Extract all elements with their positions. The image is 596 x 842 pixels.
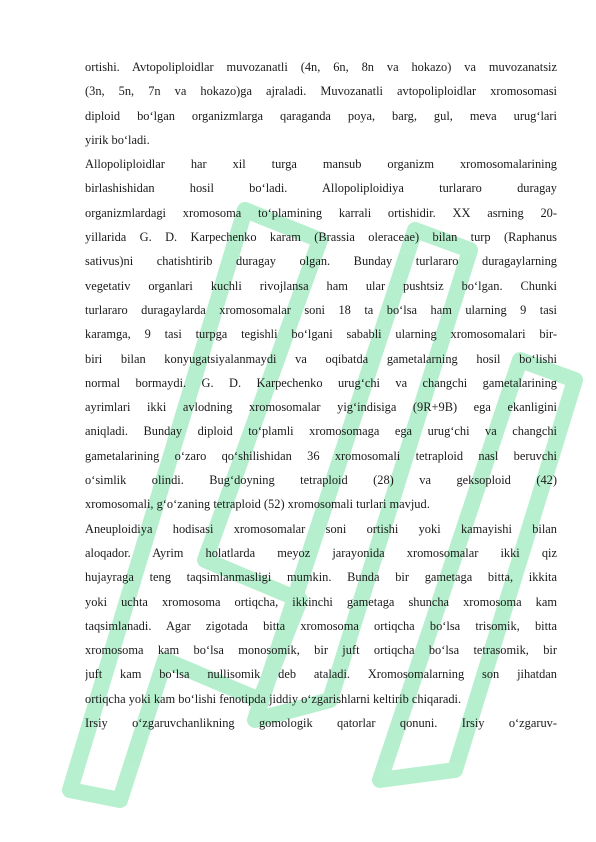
text-line: turlararo duragaylarda xromosomalar soni 18 ta bo‘lsa ham ularning 9 tasi xyxy=(85,302,557,317)
text-line: juft kam bo‘lsa nullisomik deb ataladi. Xromosomalarning son jihatdan xyxy=(85,667,557,682)
text-line: ayrimlari ikki avlodning xromosomalar yig‘indisiga (9R+9B) ega ekanligini xyxy=(85,400,557,415)
text-line: biri bilan konyugatsiyalanmaydi va oqibatda gametalarning hosil bo‘lishi xyxy=(85,351,557,366)
text-line: hujayraga teng taqsimlanmasligi mumkin. Bunda bir gametaga bitta, ikkita xyxy=(85,570,557,585)
text-line: gametalarining o‘zaro qo‘shilishidan 36 xromosomali tetraploid nasl beruvchi xyxy=(85,448,557,463)
document-page xyxy=(85,55,557,735)
text-line: xromosomali, g‘o‘zaning tetraploid (52) xromosomali turlari mavjud. xyxy=(85,497,430,512)
text-line: karamga, 9 tasi turpga tegishli bo‘lgani sababli ularning xromosomalari bir- xyxy=(85,327,557,342)
text-line: Aneuploidiya hodisasi xromosomalar soni ortishi yoki kamayishi bilan xyxy=(85,521,557,536)
text-line: yirik bo‘ladi. xyxy=(85,132,150,147)
text-line: (3n, 5n, 7n va hokazo)ga ajraladi. Muvozanatli avtopoliploidlar xromosomasi xyxy=(85,84,557,99)
text-line: yillarida G. D. Karpechenko karam (Brassia oleraceae) bilan turp (Raphanus xyxy=(85,230,557,245)
text-line: o‘simlik olindi. Bug‘doyning tetraploid (28) va geksoploid (42) xyxy=(85,473,557,488)
text-line: yoki uchta xromosoma ortiqcha, ikkinchi gametaga shuncha xromosoma kam xyxy=(85,594,557,609)
text-line: aloqador. Ayrim holatlarda meyoz jarayonida xromosomalar ikki qiz xyxy=(85,545,557,560)
text-line: sativus)ni chatishtirib duragay olgan. Bunday turlararo duragaylarning xyxy=(85,254,557,269)
text-line: Irsiy o‘zgaruvchanlikning gomologik qatorlar qonuni. Irsiy o‘zgaruv- xyxy=(85,716,557,731)
text-line: organizmlardagi xromosoma to‘plamining karrali ortishidir. XX asrning 20- xyxy=(85,205,557,220)
text-line: Allopoliploidlar har xil turga mansub organizm xromosomalarining xyxy=(85,157,557,172)
text-line: normal bormaydi. G. D. Karpechenko urug‘chi va changchi gametalarining xyxy=(85,375,557,390)
text-line: ortishi. Avtopoliploidlar muvozanatli (4n, 6n, 8n va hokazo) va muvozanatsiz xyxy=(85,60,557,74)
text-line: diploid bo‘lgan organizmlarga qaraganda poya, barg, gul, meva urug‘lari xyxy=(85,108,557,123)
text-line: ortiqcha yoki kam bo‘lishi fenotipda jiddiy o‘zgarishlarni keltirib chiqaradi. xyxy=(85,691,462,706)
text-line: taqsimlanadi. Agar zigotada bitta xromosoma ortiqcha bo‘lsa trisomik, bitta xyxy=(85,618,557,633)
text-line: birlashishidan hosil bo‘ladi. Allopoliploidiya turlararo duragay xyxy=(85,181,557,196)
text-line: vegetativ organlari kuchli rivojlansa ham ular pushtsiz bo‘lgan. Chunki xyxy=(85,278,557,293)
text-line: xromosoma kam bo‘lsa monosomik, bir juft ortiqcha bo‘lsa tetrasomik, bir xyxy=(85,643,557,658)
text-line: aniqladi. Bunday diploid to‘plamli xromosomaga ega urug‘chi va changchi xyxy=(85,424,557,439)
